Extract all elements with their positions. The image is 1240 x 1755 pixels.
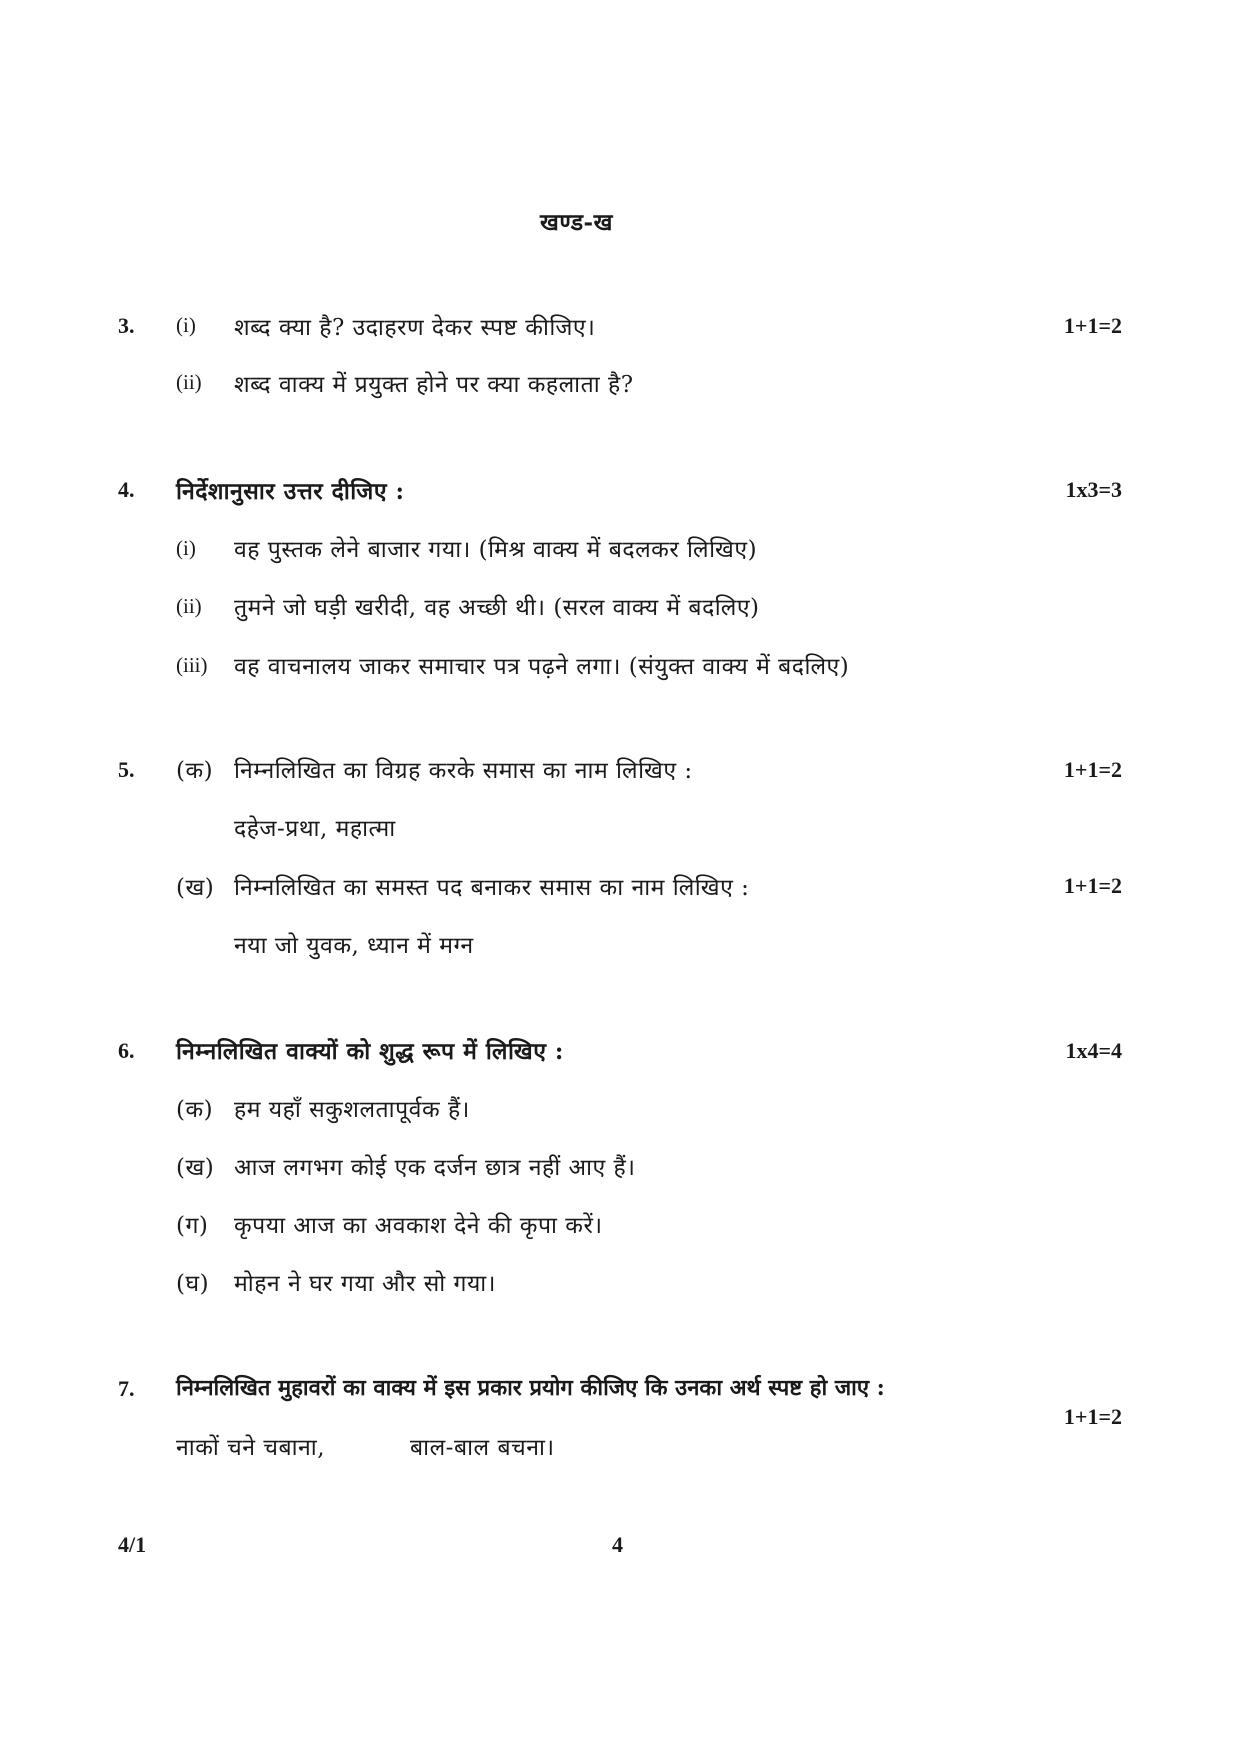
question-number: 4. [118, 477, 135, 502]
section-title: खण्ड-ख [540, 209, 613, 236]
marks: 1+1=2 [1063, 313, 1122, 338]
part-text: शब्द क्या है? उदाहरण देकर स्पष्ट कीजिए। [234, 315, 596, 341]
part-text: शब्द वाक्य में प्रयुक्त होने पर क्या कहलाता है? [234, 372, 634, 398]
question-text: निर्देशानुसार उत्तर दीजिए : [176, 478, 405, 505]
part-text: आज लगभग कोई एक दर्जन छात्र नहीं आए हैं। [234, 1155, 636, 1181]
part-text: हम यहाँ सकुशलतापूर्वक हैं। [234, 1097, 470, 1123]
paper-code: 4/1 [118, 1532, 147, 1557]
idiom: नाकों चने चबाना, [176, 1435, 326, 1461]
question-number: 7. [118, 1376, 135, 1401]
part-text: मोहन ने घर गया और सो गया। [234, 1271, 496, 1297]
part-label: (ख) [176, 1155, 215, 1181]
part-text: निम्नलिखित का विग्रह करके समास का नाम लिखिए : [234, 758, 693, 784]
part-detail: नया जो युवक, ध्यान में मग्न [234, 933, 474, 959]
marks: 1+1=2 [1063, 1404, 1122, 1429]
part-text: तुमने जो घड़ी खरीदी, वह अच्छी थी। (सरल वाक्य में बदलिए) [234, 595, 760, 621]
part-text: कृपया आज का अवकाश देने की कृपा करें। [234, 1213, 603, 1239]
idiom: बाल-बाल बचना। [410, 1435, 555, 1461]
page-number: 4 [612, 1532, 623, 1557]
part-label: (ii) [176, 594, 202, 618]
part-text: वह वाचनालय जाकर समाचार पत्र पढ़ने लगा। (संयुक्त वाक्य में बदलिए) [234, 654, 850, 680]
part-text: वह पुस्तक लेने बाजार गया। (मिश्र वाक्य में बदलकर लिखिए) [234, 537, 758, 563]
part-label: (ख) [176, 875, 215, 901]
part-text: निम्नलिखित का समस्त पद बनाकर समास का नाम लिखिए : [234, 875, 750, 901]
marks: 1x4=4 [1065, 1038, 1122, 1063]
part-label: (ii) [176, 370, 202, 394]
question-number: 3. [118, 313, 135, 338]
part-label: (ग) [176, 1213, 209, 1239]
marks: 1+1=2 [1063, 873, 1122, 898]
part-label: (क) [176, 1097, 214, 1123]
part-label: (क) [176, 758, 214, 784]
part-detail: दहेज-प्रथा, महात्मा [234, 816, 396, 842]
part-label: (i) [176, 313, 196, 337]
marks: 1x3=3 [1065, 477, 1122, 502]
question-number: 5. [118, 757, 135, 782]
marks: 1+1=2 [1063, 757, 1122, 782]
question-text: निम्नलिखित वाक्यों को शुद्ध रूप में लिखिए : [176, 1038, 564, 1065]
question-number: 6. [118, 1038, 135, 1063]
part-label: (iii) [176, 653, 208, 677]
question-text: निम्नलिखित मुहावरों का वाक्य में इस प्रकार प्रयोग कीजिए कि उनका अर्थ स्पष्ट हो जाए : [176, 1375, 885, 1401]
part-label: (घ) [176, 1271, 210, 1297]
part-label: (i) [176, 536, 196, 560]
